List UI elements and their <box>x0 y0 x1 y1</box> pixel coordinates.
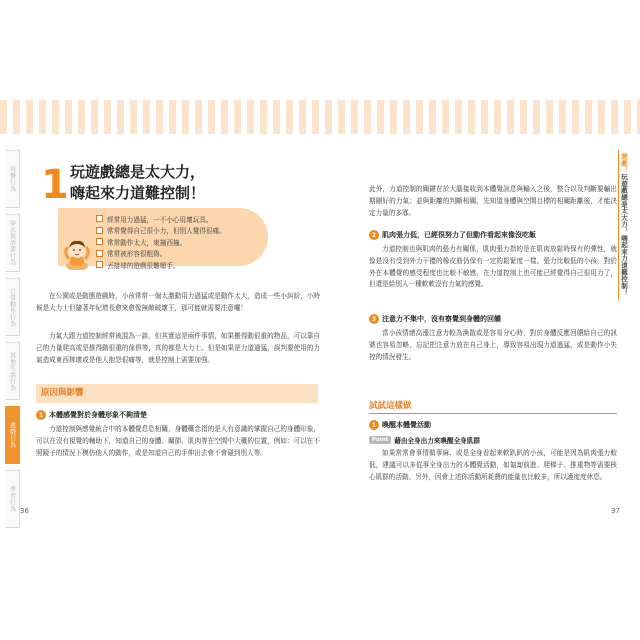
point-line: Point 藉由全身出力來喚醒全身肌群 <box>369 435 480 445</box>
number-badge: 2 <box>369 230 379 240</box>
subhead-paragraph: 力道控制與感覺統合中的本體覺息息相關，身體概念指的是人有意識的掌握自己的身體印象，可以在沒有視覺的輔助下，知道自己的身體、關節、肌肉等在空間中大概的位置，例如：可以在不照鏡子的情況下模仿他人的動作，或是知道自己的手伸出去會不會碰到別人等。 <box>36 425 320 457</box>
number-badge: 1 <box>369 420 379 430</box>
second-paragraph: 力氣大跟力道控制經常被混為一談，但其實這是兩件事情，如果搬得動很重的物品，可以靠自己的力量爬高或是推得動很重的傢俱等，真的都是大力士。但是如果是力道過猛，誤判要使用的力氣造成東西摔壞或是他人抱怨很痛等，就是控制上需要加強。 <box>36 332 320 364</box>
page-number-left: 36 <box>20 507 29 515</box>
checkbox-icon[interactable] <box>96 250 103 257</box>
subhead-body-sense: 1 本體感覺對於身體形象不夠清楚 <box>36 410 147 420</box>
side-tabs <box>5 150 19 534</box>
chapter-title-line2: 嗨起來力道難控制！ <box>70 184 206 202</box>
try-section-rule <box>369 413 617 414</box>
number-badge: 1 <box>36 410 46 420</box>
try-paragraph: 如果常常會事情做事麻，或是全身看起來軟趴趴的小孩，可能是因為肌肉張力較低，建議可以多從事全身出力的本體覺活動，如匍匐前進、爬梯子、推重物等需要核心肌群的活動。另外，因會上述你活動所耗費的能量也比較多，所以適度度休息。 <box>369 449 617 481</box>
checkbox-icon[interactable] <box>96 238 103 245</box>
section-title: 原因與影響 <box>41 388 84 398</box>
checkbox-icon[interactable] <box>96 227 103 234</box>
vertical-tag: 遊戲！玩遊戲總是太大力，嗨起來力道難控制！ <box>620 153 628 296</box>
checklist-item[interactable]: 經常用力過猛，一不小心用壞玩具。 <box>96 213 226 225</box>
subhead-wake-proprioception: 1 喚醒本體覺活動 <box>369 420 431 430</box>
checklist-item[interactable]: 常常覺得自己很小力，但別人覺得很痛。 <box>96 225 226 237</box>
checklist-item[interactable]: 常常被形容很粗魯。 <box>96 248 226 260</box>
point-badge: Point <box>369 436 391 444</box>
attention-paragraph: 當小孩情緒高漲注意力較為渙散或是容易分心時，對於身體反應回饋給自己的訊號也容易忽略，忘記把注意力放在自己身上，導致容易出現力道過猛，或是動作小失控的情況發生。 <box>369 329 617 361</box>
chapter-title <box>70 162 205 204</box>
top-paragraph: 此外，力道控制的關鍵在於大腦接收到本體覺訊息與輸入之後，整合以及判斷要輸出期剛好的力氣；並與距離的判斷相關，先知道身體與空間目標的相關距離後，才能決定力量的多寡。 <box>369 185 617 217</box>
checkbox-icon[interactable] <box>96 261 103 268</box>
side-tab-daily[interactable]: 日常動作行為 <box>5 278 20 336</box>
try-section-title: 試試這樣做 <box>369 401 412 411</box>
page-number-right: 37 <box>611 507 620 515</box>
muscle-tone-paragraph: 力道控制也與肌肉的張力有關係，肌肉張力指的是在肌肉放鬆時保有的彈性，就像是沒有受到外力干擾的橡皮筋仍保有一定的鬆緊度一樣。張力比較低的小孩，對於外在本體覺的感受程度也比較不敏感，在力道控制上也可能已經覺得自己很用力了，但還是給別人一種軟軟沒有力氣的感覺。 <box>369 245 617 289</box>
checklist-item[interactable]: 丟接球的遊戲很難順手。 <box>96 259 226 271</box>
symptom-checklist <box>96 213 226 271</box>
checklist-item[interactable]: 常常動作太大，東撞西撞。 <box>96 236 226 248</box>
subhead-muscle-tone: 2 肌肉張力低，已經很努力了但動作看起來像沒吃飯 <box>369 230 536 240</box>
intro-paragraph: 在公園或是動態遊戲時，小孩常常一個太激動用力過猛或是動作太大，造成一些小糾紛，小時候是大力士但隨著年紀增長愈來愈像無敵破壞王，那可能就需要注意囉！ <box>36 292 320 312</box>
side-tab-other[interactable]: 其他生活行為 <box>5 342 20 400</box>
side-tab-games[interactable]: 遊戲行為 <box>5 406 20 464</box>
side-tab-dining[interactable]: 用餐行為 <box>5 150 20 208</box>
side-tab-learning[interactable]: 學習行為 <box>5 470 20 528</box>
chapter-title-line1: 玩遊戲總是太大力， <box>70 163 206 181</box>
kid-illustration-icon <box>60 236 94 270</box>
chapter-number: 1 <box>41 162 69 208</box>
subhead-attention: 3 注意力不集中，沒有察覺到身體的回饋 <box>369 314 501 324</box>
side-tab-dressing[interactable]: 穿衣與清潔行為 <box>5 214 20 272</box>
checkbox-icon[interactable] <box>96 215 103 222</box>
number-badge: 3 <box>369 314 379 324</box>
